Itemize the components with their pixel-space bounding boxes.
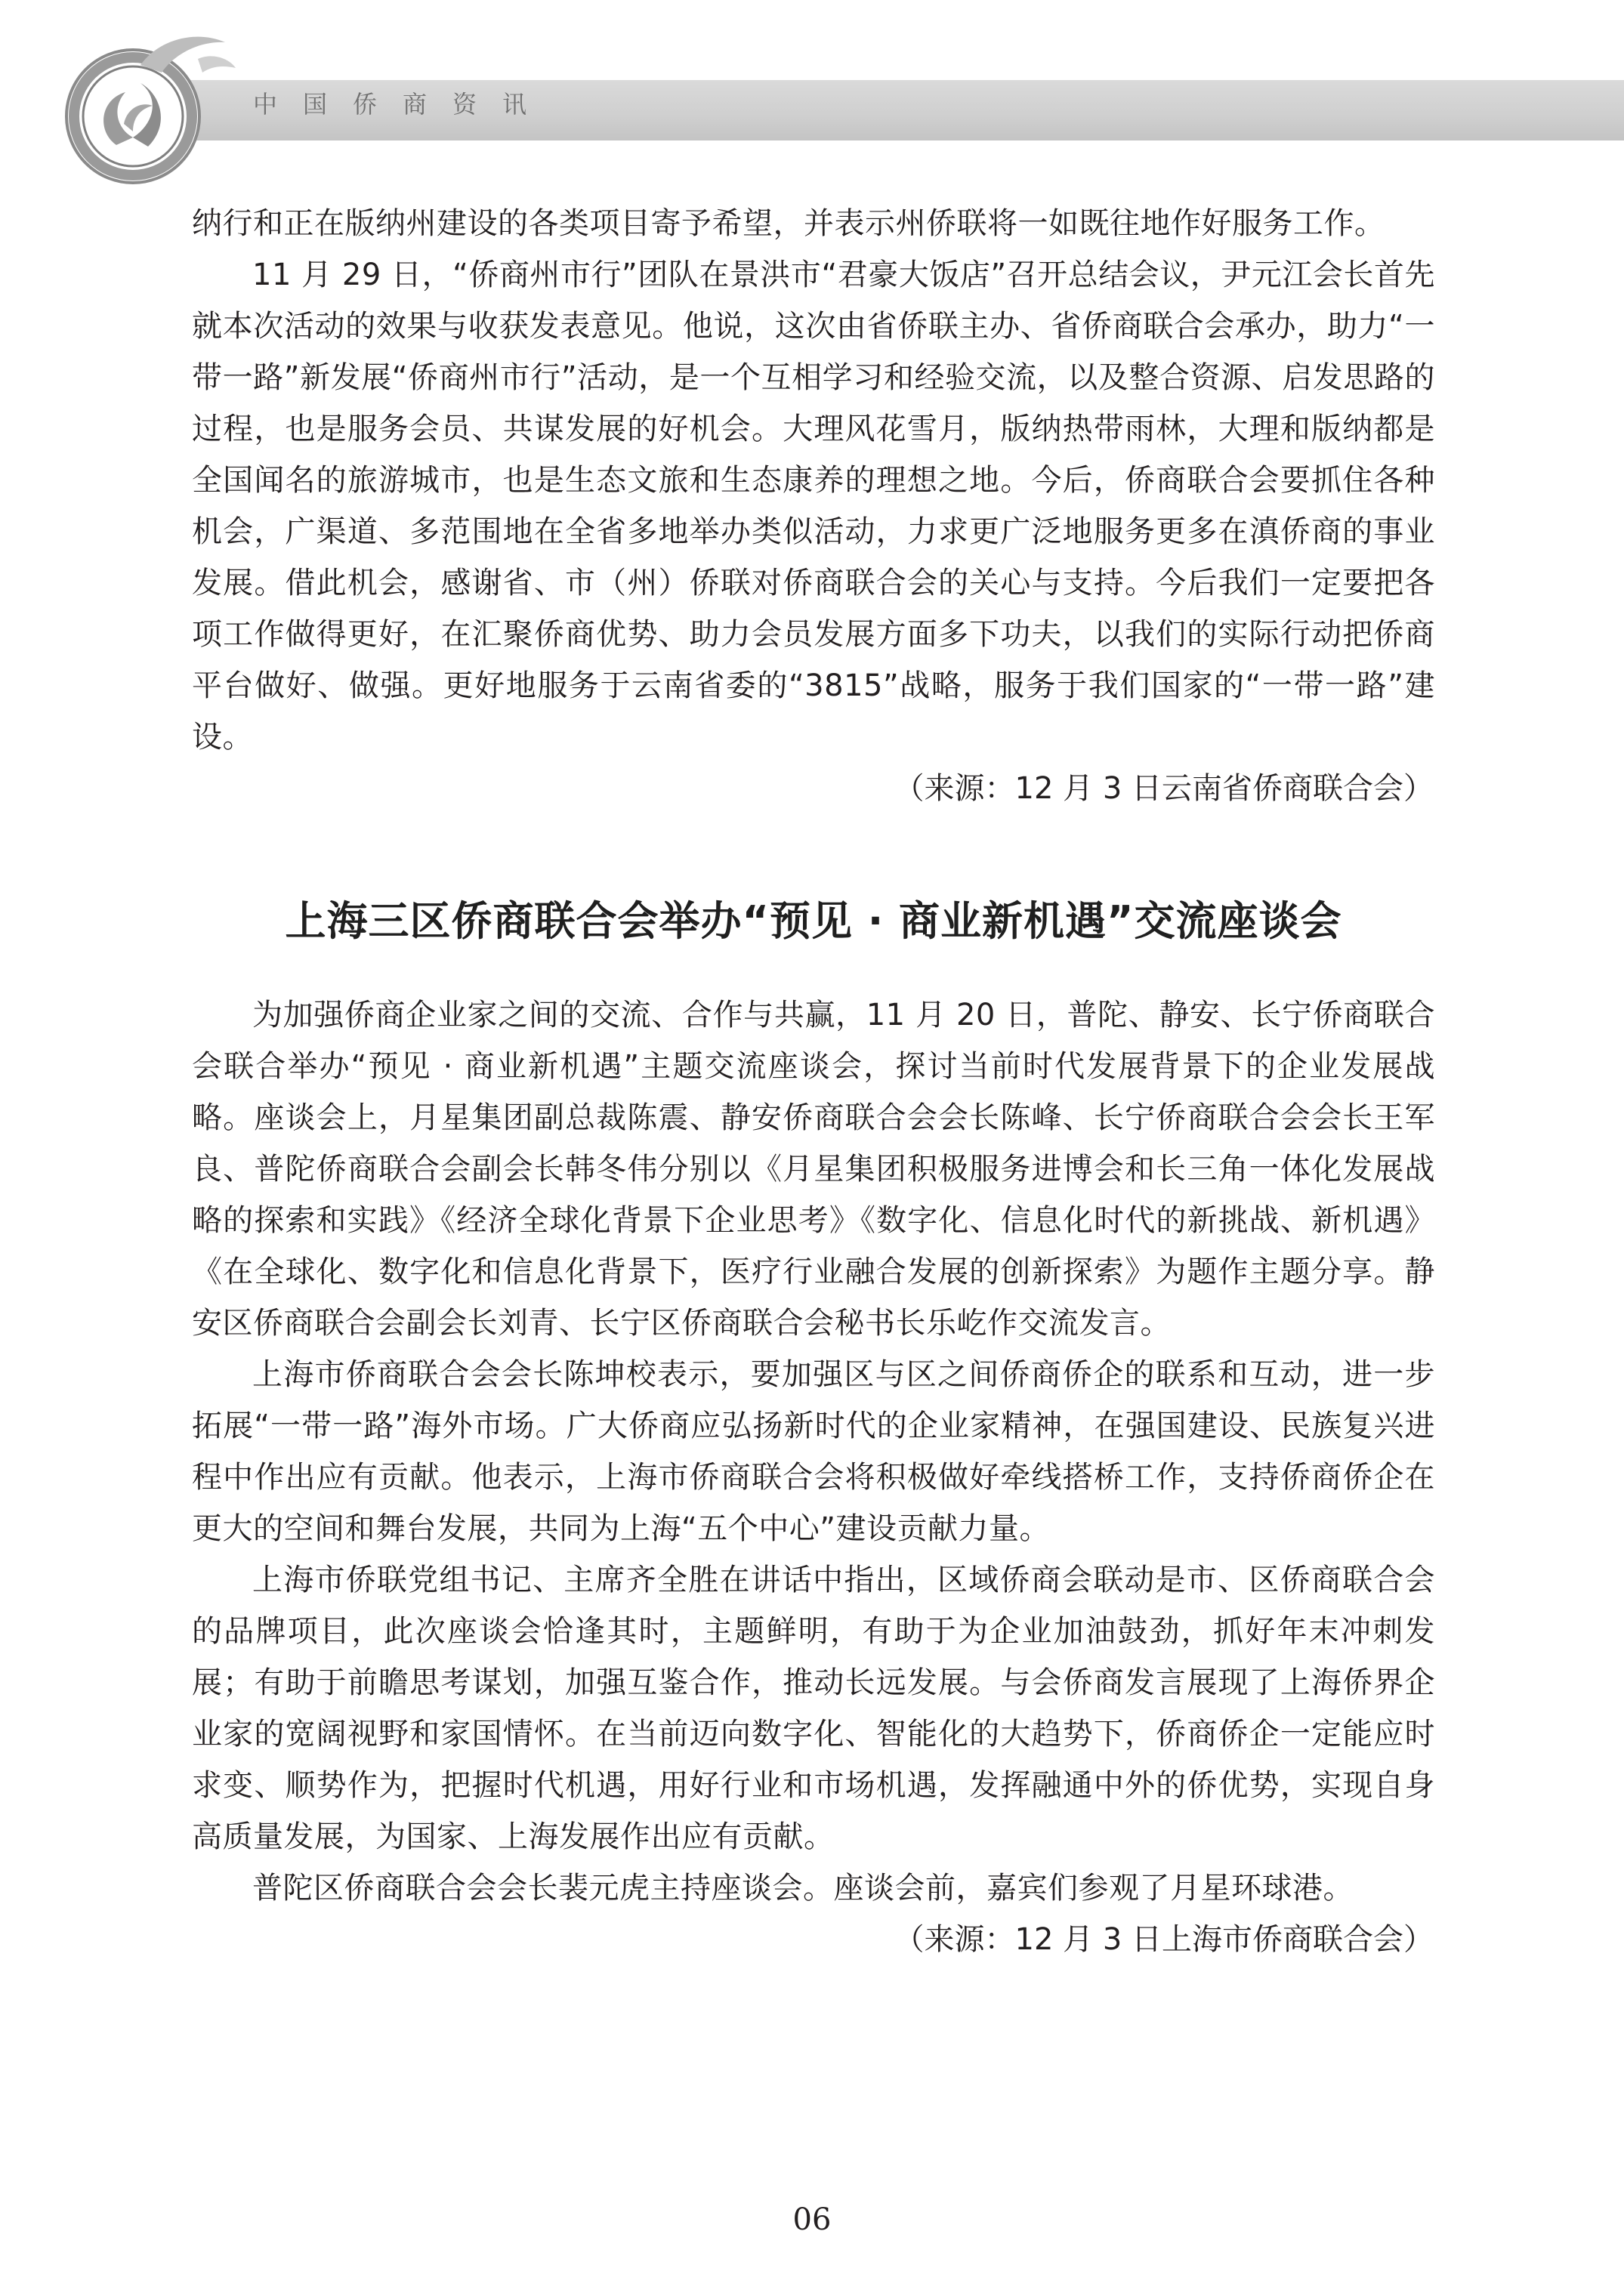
article2-paragraph-2: 上海市侨商联合会会长陈坤校表示，要加强区与区之间侨商侨企的联系和互动，进一步拓展“一带一路”海外市场。广大侨商应弘扬新时代的企业家精神，在强国建设、民族复兴进程中作出应有贡献。他表示，上海市侨商联合会将积极做好牵线搭桥工作，支持侨商侨企在更大的空间和舞台发展，共同为上海“五个中心”建设贡献力量。 xyxy=(192,1357,1435,1546)
article2-title: 上海三区侨商联合会举办“预见 · 商业新机遇”交流座谈会 xyxy=(285,897,1342,945)
article2-source: （来源：12 月 3 日上海市侨商联合会） xyxy=(894,1922,1434,1957)
logo-lettering: 中国侨商联合会 xyxy=(80,29,166,65)
article1-source: （来源：12 月 3 日云南省侨商联合会） xyxy=(894,771,1434,806)
article1-paragraph-2: 11 月 29 日，“侨商州市行”团队在景洪市“君豪大饭店”召开总结会议，尹元江会长首先就本次活动的效果与收获发表意见。他说，这次由省侨联主办、省侨商联合会承办，助力“一带一路”新发展“侨商州市行”活动，是一个互相学习和经验交流，以及整合资源、启发思路的过程，也是服务会员、共谋发展的好机会。大理风花雪月，版纳热带雨林，大理和版纳都是全国闻名的旅游城市，也是生态文旅和生态康养的理想之地。今后，侨商联合会要抓住各种机会，广渠道、多范围地在全省多地举办类似活动，力求更广泛地服务更多在滇侨商的事业发展。借此机会，感谢省、市（州）侨联对侨商联合会的关心与支持。今后我们一定要把各项工作做得更好，在汇聚侨商优势、助力会员发展方面多下功夫，以我们的实际行动把侨商平台做好、做强。更好地服务于云南省委的“3815”战略，服务于我们国家的“一带一路”建设。 xyxy=(192,258,1435,755)
header-title: 中国侨商资讯 xyxy=(253,90,553,119)
article2-paragraph-3: 上海市侨联党组书记、主席齐全胜在讲话中指出，区域侨商会联动是市、区侨商联合会的品牌项目，此次座谈会恰逢其时，主题鲜明，有助于为企业加油鼓劲，抓好年末冲刺发展；有助于前瞻思考谋划，加强互鉴合作，推动长远发展。与会侨商发言展现了上海侨界企业家的宽阔视野和家国情怀。在当前迈向数字化、智能化的大趋势下，侨商侨企一定能应时求变、顺势作为，把握时代机遇，用好行业和市场机遇，发挥融通中外的侨优势，实现自身高质量发展，为国家、上海发展作出应有贡献。 xyxy=(192,1563,1435,1854)
page-number: 06 xyxy=(792,2202,832,2237)
article1-paragraph-1: 纳行和正在版纳州建设的各类项目寄予希望，并表示州侨联将一如既往地作好服务工作。 xyxy=(192,206,1385,241)
page-content xyxy=(192,198,1435,1965)
article2-paragraph-1: 为加强侨商企业家之间的交流、合作与共赢，11 月 20 日，普陀、静安、长宁侨商联合会联合举办“预见 · 商业新机遇”主题交流座谈会，探讨当前时代发展背景下的企业发展战略。座谈会上，月星集团副总裁陈震、静安侨商联合会会长陈峰、长宁侨商联合会会长王军良、普陀侨商联合会副会长韩冬伟分别以《月星集团积极服务进博会和长三角一体化发展战略的探索和实践》《经济全球化背景下企业思考》《数字化、信息化时代的新挑战、新机遇》《在全球化、数字化和信息化背景下，医疗行业融合发展的创新探索》为题作主题分享。静安区侨商联合会副会长刘青、长宁区侨商联合会秘书长乐屹作交流发言。 xyxy=(192,998,1435,1341)
article2-paragraph-4: 普陀区侨商联合会会长裴元虎主持座谈会。座谈会前，嘉宾们参观了月星环球港。 xyxy=(252,1871,1354,1906)
logo-icon xyxy=(27,11,246,192)
